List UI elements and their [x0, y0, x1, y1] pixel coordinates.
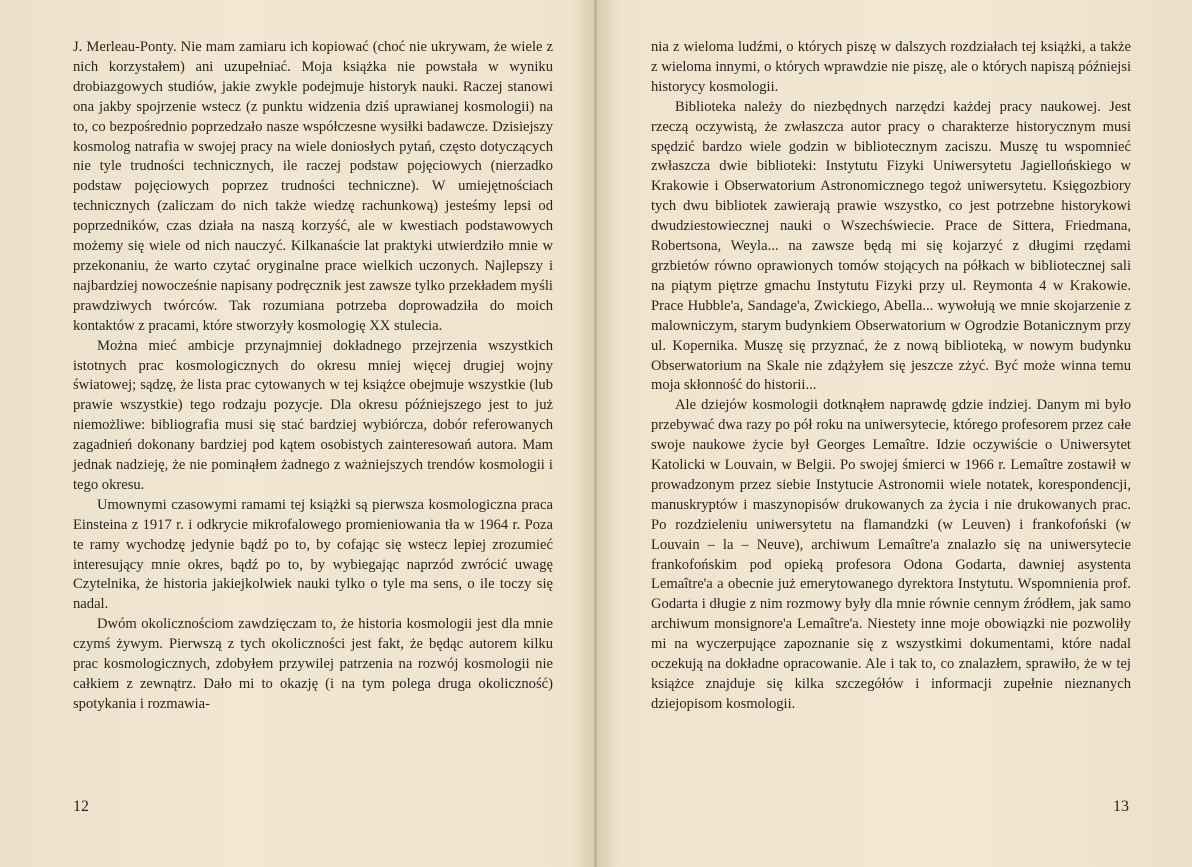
left-paragraph-3: Umownymi czasowymi ramami tej książki są pierwsza kosmologiczna praca Einsteina z 1917 r. i odkrycie mikrofalowego promieniowania tła w 1964 r. Poza te ramy wychodzę jedynie bądź po to, by cofając się wstecz lepiej zrozumieć interesujący mnie okres, bądź po to, by wybiegając naprzód zwrócić uwagę Czytelnika, że historia jakiejkolwiek nauki tylko o tyle ma sens, o ile toczy się nadal. [73, 496, 553, 613]
left-paragraph-4: Dwóm okolicznościom zawdzięczam to, że historia kosmologii jest dla mnie czymś żywym. Pierwszą z tych okoliczności jest fakt, że będąc autorem kilku prac kosmologicznych, zdobyłem przywilej patrzenia na rozwój kosmologii nie całkiem z zewnątrz. Dało mi to okazję (i na tym polega druga okoliczność) spotykania i rozmawia- [73, 616, 553, 712]
book-gutter [594, 0, 597, 867]
left-page-number: 12 [73, 798, 89, 815]
left-page [73, 38, 553, 715]
right-page-number: 13 [1113, 798, 1129, 815]
right-paragraph-3: Ale dziejów kosmologii dotknąłem naprawdę gdzie indziej. Danym mi było przebywać dwa razy po pół roku na uniwersytecie, którego profesorem przez całe swoje naukowe życie był Georges Lemaître. Idzie oczywiście o Uniwersytet Katolicki w Louvain, w Belgii. Po swojej śmierci w 1966 r. Lemaître zostawił w prowadzonym przez siebie Instytucie Astronomii wiele notatek, korespondencji, manuskryptów i maszynopisów drukowanych za życia i nie drukowanych prac. Po rozdzieleniu uniwersytetu na flamandzki (w Leuven) i frankofoński (w Louvain – la – Neuve), archiwum Lemaître'a znalazło się na uniwersytecie frankofońskim pod opieką profesora Odona Godarta, dawniej asystenta Lemaître'a a obecnie już emerytowanego dyrektora Instytutu. Wspomnienia prof. Godarta i długie z nim rozmowy były dla mnie równie cennym źródłem, jak samo archiwum monsignore'a Lemaître'a. Niestety inne moje obowiązki nie pozwoliły mi na wyczerpujące zapoznanie się z wszystkimi dokumentami, które nadal oczekują na dokładne opracowanie. Ale i tak to, co znalazłem, sprawiło, że w tej książce znajduje się kilka szczegółów i informacji zupełnie nieznanych dziejopisom kosmologii. [651, 397, 1131, 712]
left-paragraph-1: J. Merleau-Ponty. Nie mam zamiaru ich kopiować (choć nie ukrywam, że wiele z nich korzystałem) ani uzupełniać. Moja książka nie powstała w wyniku drobiazgowych studiów, jakie zwykle podejmuje historyk nauki. Raczej stanowi ona jakby spojrzenie wstecz (z punktu widzenia dziś uprawianej kosmologii) na to, co bezpośrednio poprzedzało nasze współczesne wysiłki badawcze. Dzisiejszy kosmolog natrafia w swojej pracy na wiele doniosłych pytań, często dotyczących nie tyle trudności technicznych, ile raczej podstaw pojęciowych (nierzadko podstaw pojęciowych poprzez trudności techniczne). W umiejętnościach technicznych (zaliczam do nich także wiedzę rachunkową) jesteśmy lepsi od poprzedników, czas działa na naszą korzyść, ale w kwestiach podstawowych możemy się wiele od nich nauczyć. Kilkanaście lat praktyki utwierdziło mnie w przekonaniu, że warto czytać oryginalne prace wielkich uczonych. Najlepszy i najbardziej nowocześnie napisany podręcznik jest zawsze tylko przekładem myśli prawdziwych twórców. Tak rozumiana potrzeba doprowadziła do moich kontaktów z pracami, które stworzyły kosmologię XX stulecia. [73, 39, 553, 334]
left-paragraph-2: Można mieć ambicje przynajmniej dokładnego przejrzenia wszystkich istotnych prac kosmologicznych do okresu mniej więcej drugiej wojny światowej; sądzę, że lista prac cytowanych w tej książce obejmuje wszystkie (lub prawie wszystkie) tego rodzaju pozycje. Dla okresu późniejszego jest to już niemożliwe: bibliografia musi się stać bardziej wybiórcza, dobór referowanych zagadnień dokonany bardziej pod kątem osobistych zainteresowań autora. Mam jednak nadzieję, że nie pominąłem żadnego z ważniejszych trendów kosmologii i tego okresu. [73, 337, 553, 493]
right-page [651, 38, 1131, 715]
right-paragraph-2: Biblioteka należy do niezbędnych narzędzi każdej pracy naukowej. Jest rzeczą oczywistą, że zwłaszcza autor pracy o charakterze historycznym musi spędzić bardzo wiele godzin w bibliotecznym zaciszu. Muszę tu wspomnieć zwłaszcza dwie biblioteki: Instytutu Fizyki Uniwersytetu Jagiellońskiego w Krakowie i Obserwatorium Astronomicznego tegoż uniwersytetu. Księgozbiory tych dwu bibliotek zawierają prawie wszystko, co jest potrzebne historykowi dwudziestowiecznej nauki o Wszechświecie. Prace de Sittera, Friedmana, Robertsona, Weyla... na zawsze będą mi się kojarzyć z długimi rzędami grzbietów równo oprawionych tomów stojących na półkach w bibliotecznej sali na piątym piętrze gmachu Instytutu Fizyki przy ul. Reymonta 4 w Krakowie. Prace Hubble'a, Sandage'a, Zwickiego, Abella... wywołują we mnie skojarzenie z malowniczym, starym budynkiem Obserwatorium w Ogrodzie Botanicznym przy ul. Kopernika. Muszę się przyznać, że z nową biblioteką, w nowym budynku Obserwatorium na Skale nie zdążyłem się jeszcze zżyć. Być może winna temu moja skłonność do historii... [651, 98, 1131, 394]
right-paragraph-1: nia z wieloma ludźmi, o których piszę w dalszych rozdziałach tej książki, a także z wieloma innymi, o których wprawdzie nie piszę, ale o których napiszą późniejsi historycy kosmologii. [651, 39, 1131, 95]
